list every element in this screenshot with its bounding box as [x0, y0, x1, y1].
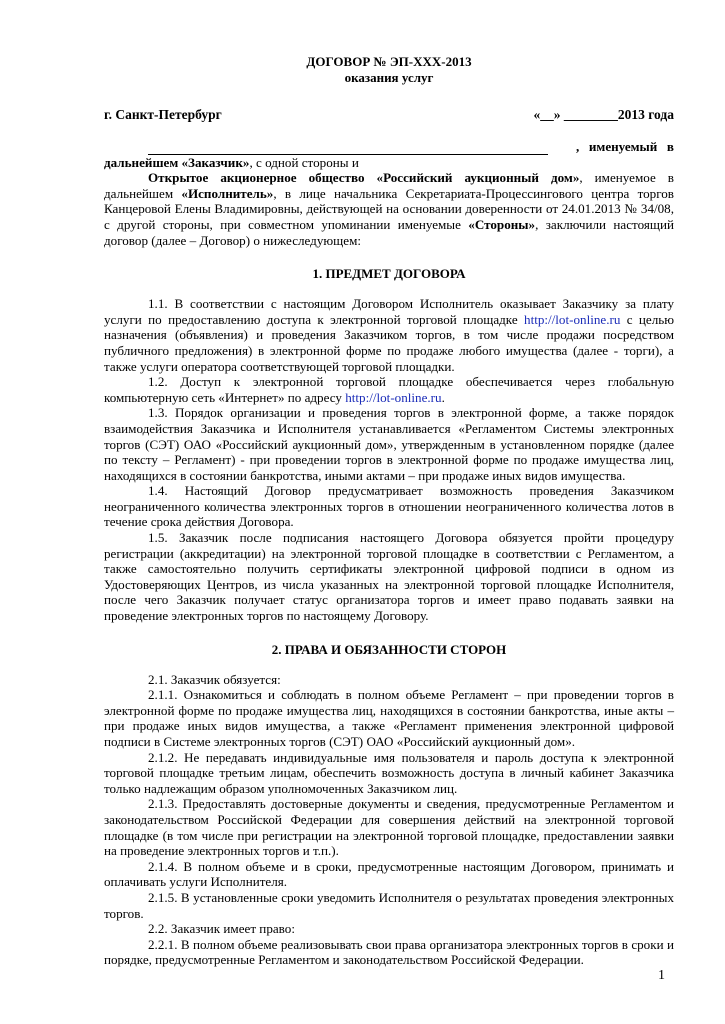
- clause-2-1-4: 2.1.4. В полном объеме и в сроки, предусмотренные настоящим Договором, принимать и оплачивать услуги Исполнителя.: [104, 858, 674, 890]
- clause-1-2: 1.2. Доступ к электронной торговой площадке обеспечивается через глобальную компьютерную сеть «Интернет» по адресу http://lot-online.ru.: [104, 374, 674, 405]
- clause-2-1-1: 2.1.1. Ознакомиться и соблюдать в полном объеме Регламент – при проведении торгов в электронной форме по продаже имущества лиц, находящихся в состоянии банкротства, иные акты – при продаже иных видов имущества, а также «Регламент применения электронной цифровой подписи в Системе электронных торгов (СЭТ) ОАО «Российский аукционный дом».: [104, 687, 674, 749]
- contract-date: «__» ________2013 года: [533, 107, 674, 122]
- city-date-line: [104, 106, 674, 123]
- section1-heading: 1. ПРЕДМЕТ ДОГОВОРА: [312, 266, 466, 282]
- clause-1-5: 1.5. Заказчик после подписания настоящего Договора обязуется пройти процедуру регистрации (аккредитации) на электронной торговой площадке в соответствии с Регламентом, а также самостоятельно получить сертификаты электронной цифровой подписи в одном из Удостоверяющих Центров, из числа указанных на электронной торговой площадке Исполнителя, после чего Заказчик получает статус организатора торгов и имеет право подавать заявки на проведение электронных торгов по настоящему Договору.: [104, 530, 674, 624]
- city: г. Санкт-Петербург: [104, 107, 222, 122]
- clause-2-1-2: 2.1.2. Не передавать индивидуальные имя пользователя и пароль доступа к электронной торговой площадке третьим лицам, обеспечить возможность доступа в личный кабинет Заказчика только надлежащим образом уполномоченных Заказчиком лиц.: [104, 749, 674, 796]
- section2-heading: 2. ПРАВА И ОБЯЗАННОСТИ СТОРОН: [271, 641, 507, 657]
- party1-line: , именуемый в: [104, 139, 674, 155]
- document-page: [104, 54, 674, 968]
- lot-online-link-2[interactable]: http://lot-online.ru: [345, 389, 442, 405]
- clause-2-2: 2.2. Заказчик имеет право:: [148, 921, 295, 937]
- clause-1-3: 1.3. Порядок организации и проведения торгов в электронной форме, а также порядок взаимодействия Заказчика и Исполнителя устанавливается «Регламентом Системы электронных торгов (СЭТ) ОАО «Российский аукционный дом», утвержденным в установленном порядке (далее по тексту – Регламент) - при проведении торгов в электронной форме по продаже имущества лиц, находящихся в состоянии банкротства, иными актами – при продаже иных видов имущества.: [104, 405, 674, 483]
- party2-paragraph: Открытое акционерное общество «Российский аукционный дом», именуемое в дальнейшем «Исполнитель», в лице начальника Секретариата-Процессингового центра торгов Канцеровой Елены Владимировны, действующей на основании доверенности от 24.01.2013 № 34/08, с другой стороны, при совместном упоминании именуемые «Стороны», заключили настоящий договор (далее – Договор) о нижеследующем:: [104, 170, 674, 248]
- contract-title: ДОГОВОР № ЭП-XXX-2013: [306, 54, 472, 69]
- party1-continuation: дальнейшем «Заказчик», с одной стороны и: [104, 154, 359, 170]
- clause-2-1-5: 2.1.5. В установленные сроки уведомить Исполнителя о результатах проведения электронных торгов.: [104, 889, 674, 921]
- clause-1-1: 1.1. В соответствии с настоящим Договором Исполнитель оказывает Заказчику за плату услуги по предоставлению доступа к электронной торговой площадке http://lot-online.ru с целью назначения (объявления) и проведения Заказчиком торгов, в том числе продажи посредством публичного предложения) в электронной форме по продаже любого имущества (далее - торги), а также услуги оператора соответствующей торговой площадки.: [104, 296, 675, 374]
- customer-name-blank: [148, 142, 548, 155]
- contract-subtitle: оказания услуг: [344, 70, 434, 85]
- clause-2-1-3: 2.1.3. Предоставлять достоверные документы и сведения, предусмотренные Регламентом и законодательством Российской Федерации для совершения действий на электронной торговой площадке (в том числе при регистрации на электронной торговой площадке, предоставлении заявки на проведение электронных торгов и т.п.).: [104, 796, 674, 859]
- clause-2-2-1: 2.2.1. В полном объеме реализовывать свои права организатора электронных торгов в сроки и порядке, предусмотренные Регламентом и законодательством Российской Федерации.: [104, 936, 674, 968]
- lot-online-link[interactable]: http://lot-online.ru: [524, 311, 621, 327]
- clause-1-4: 1.4. Настоящий Договор предусматривает возможность проведения Заказчиком неограниченного количества электронных торгов в отношении неограниченного количества лотов в течение срока действия Договора.: [104, 483, 674, 530]
- clause-2-1: 2.1. Заказчик обязуется:: [148, 671, 281, 687]
- page-number: 1: [658, 968, 665, 983]
